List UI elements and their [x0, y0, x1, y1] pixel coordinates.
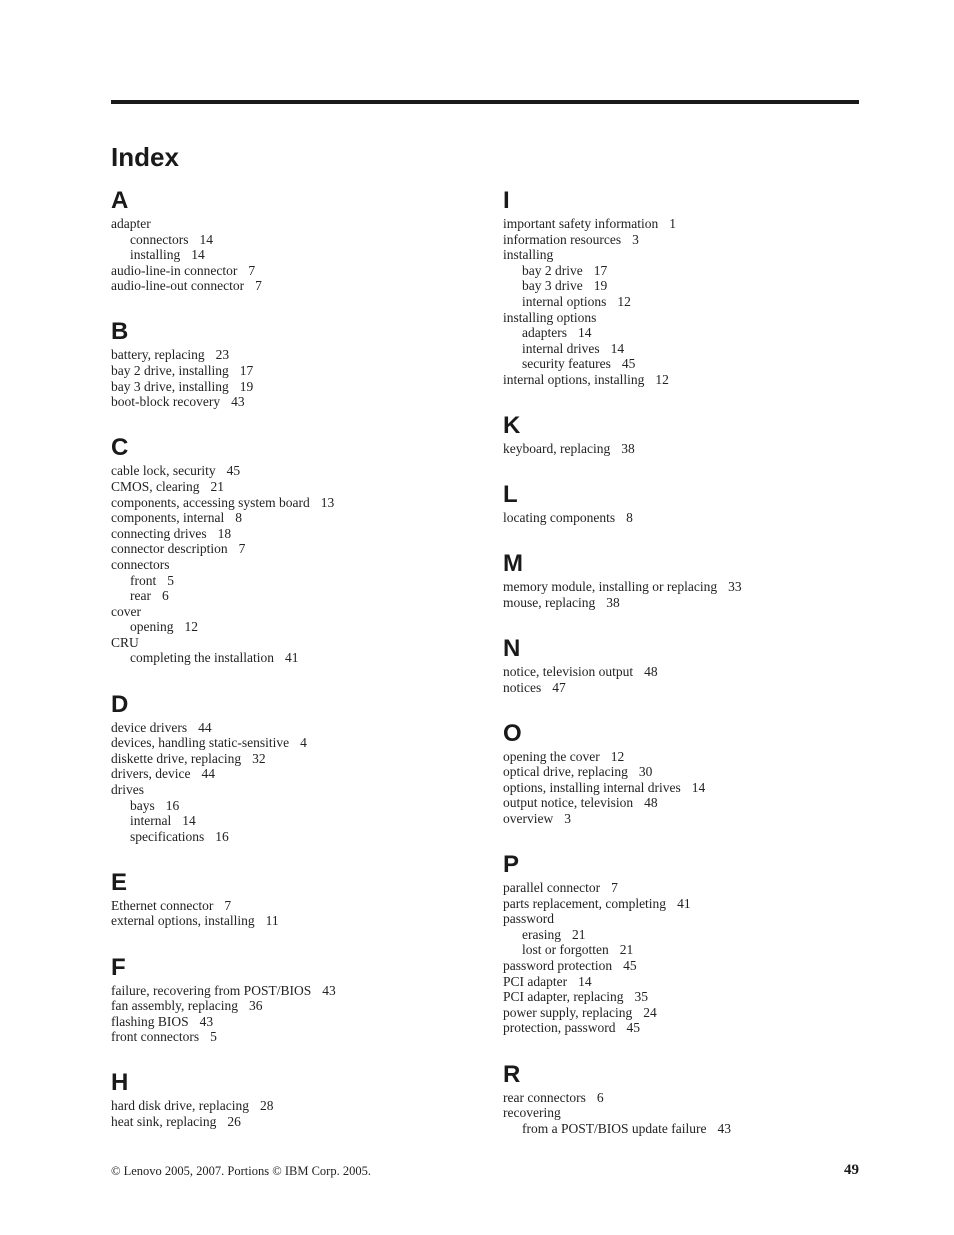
- entry-term: drivers, device: [111, 766, 191, 782]
- index-subentry: [111, 232, 471, 248]
- index-subentry: [111, 813, 471, 829]
- index-entry: [503, 780, 863, 796]
- index-subentry: [111, 573, 471, 589]
- index-entry: [503, 232, 863, 248]
- entry-term: opening the cover: [503, 748, 600, 764]
- index-entry: [503, 764, 863, 780]
- index-entry: [503, 372, 863, 388]
- index-entry: [111, 557, 471, 573]
- entry-term: locating components: [503, 510, 616, 526]
- entry-term: completing the installation: [130, 650, 274, 666]
- section-letter: F: [111, 953, 126, 981]
- index-entry: [111, 1098, 471, 1114]
- index-entry: [503, 310, 863, 326]
- entry-page-ref: 7: [224, 897, 232, 913]
- section-letter: B: [111, 318, 129, 346]
- entry-page-ref: 13: [320, 494, 335, 510]
- entry-page-ref: 28: [259, 1098, 274, 1114]
- entry-page-ref: 3: [632, 231, 639, 247]
- index-subentry: [111, 650, 471, 666]
- index-entry: [111, 541, 471, 557]
- entry-term: Ethernet connector: [111, 897, 214, 913]
- entry-term: boot-block recovery: [111, 394, 221, 410]
- index-entry: [503, 595, 863, 611]
- index-subentry: [503, 942, 863, 958]
- entry-term: hard disk drive, replacing: [111, 1098, 249, 1114]
- index-entry: [503, 795, 863, 811]
- entry-page-ref: 16: [165, 797, 180, 813]
- index-entry: [111, 278, 471, 294]
- entry-term: opening: [130, 619, 174, 635]
- entry-page-ref: 38: [606, 594, 620, 610]
- entry-page-ref: 21: [210, 478, 224, 494]
- section-letter: H: [111, 1069, 129, 1097]
- entry-term: connectors: [111, 556, 170, 572]
- index-section: [111, 1068, 471, 1129]
- entry-term: options, installing internal drives: [503, 779, 681, 795]
- entry-page-ref: 8: [626, 510, 633, 526]
- entry-page-ref: 14: [199, 231, 213, 247]
- section-entries: [111, 720, 471, 845]
- entry-page-ref: 21: [619, 942, 634, 958]
- index-subentry: [503, 356, 863, 372]
- entry-page-ref: 7: [611, 880, 618, 896]
- index-entry: [503, 896, 863, 912]
- entry-term: front: [130, 572, 157, 588]
- entry-term: recovering: [503, 1105, 561, 1121]
- index-subentry: [503, 263, 863, 279]
- section-letter: K: [503, 412, 521, 440]
- entry-page-ref: 14: [191, 247, 205, 263]
- entry-term: from a POST/BIOS update failure: [522, 1120, 707, 1136]
- entry-term: password protection: [503, 958, 613, 974]
- entry-page-ref: 43: [231, 394, 245, 410]
- entry-page-ref: 48: [644, 795, 658, 811]
- entry-term: erasing: [522, 926, 561, 942]
- entry-term: bay 3 drive: [522, 278, 583, 294]
- entry-term: output notice, television: [503, 795, 634, 811]
- index-subentry: [503, 927, 863, 943]
- entry-term: bay 2 drive, installing: [111, 363, 229, 379]
- index-entry: [503, 680, 863, 696]
- entry-term: security features: [522, 356, 611, 372]
- section-letter: L: [503, 481, 518, 509]
- entry-term: drives: [111, 781, 144, 797]
- index-column-right: [503, 186, 863, 1136]
- entry-page-ref: 5: [210, 1029, 217, 1045]
- entry-term: installing options: [503, 309, 597, 325]
- entry-term: CMOS, clearing: [111, 478, 200, 494]
- index-entry: [111, 735, 471, 751]
- entry-term: notices: [503, 679, 542, 695]
- copyright-footer: © Lenovo 2005, 2007. Portions © IBM Corp. 2005.: [111, 1164, 371, 1178]
- entry-term: optical drive, replacing: [503, 764, 628, 780]
- entry-term: audio-line-in connector: [111, 262, 238, 278]
- entry-page-ref: 7: [238, 541, 246, 557]
- page-number: 49: [844, 1162, 859, 1178]
- entry-term: mouse, replacing: [503, 594, 596, 610]
- entry-term: overview: [503, 810, 554, 826]
- entry-term: front connectors: [111, 1029, 200, 1045]
- index-section: [503, 549, 863, 610]
- index-entry: [111, 347, 471, 363]
- index-entry: [111, 394, 471, 410]
- entry-term: installing: [503, 247, 554, 263]
- entry-term: adapter: [111, 216, 151, 231]
- entry-term: internal: [130, 813, 172, 829]
- entry-page-ref: 45: [626, 1020, 640, 1036]
- entry-term: connectors: [130, 231, 189, 247]
- index-section: [111, 186, 471, 294]
- section-entries: [503, 1090, 863, 1137]
- index-section: [503, 1060, 863, 1137]
- index-entry: [111, 720, 471, 736]
- entry-page-ref: 21: [571, 926, 586, 942]
- section-letter: A: [111, 187, 129, 214]
- index-entry: [111, 495, 471, 511]
- entry-page-ref: 44: [201, 766, 215, 782]
- index-subentry: [111, 829, 471, 845]
- index-entry: [503, 911, 863, 927]
- header-rule: [111, 100, 859, 104]
- index-entry: [503, 216, 863, 232]
- entry-page-ref: 18: [217, 525, 232, 541]
- entry-page-ref: 4: [300, 735, 307, 751]
- entry-term: cover: [111, 603, 141, 619]
- index-entry: [111, 1014, 471, 1030]
- index-entry: [111, 635, 471, 651]
- index-entry: [111, 751, 471, 767]
- section-entries: [503, 510, 863, 526]
- index-column-left: [111, 186, 471, 1130]
- index-entry: [111, 463, 471, 479]
- entry-page-ref: 36: [248, 998, 263, 1014]
- entry-term: rear connectors: [503, 1089, 586, 1105]
- index-entry: [503, 579, 863, 595]
- entry-term: power supply, replacing: [503, 1004, 633, 1020]
- entry-term: adapters: [522, 325, 567, 341]
- section-entries: [111, 898, 471, 929]
- index-entry: [111, 913, 471, 929]
- index-entry: [111, 1029, 471, 1045]
- section-entries: [503, 664, 863, 695]
- index-section: [503, 186, 863, 388]
- index-entry: [111, 379, 471, 395]
- entry-term: diskette drive, replacing: [111, 750, 242, 766]
- section-letter: O: [503, 719, 522, 747]
- index-subentry: [503, 341, 863, 357]
- section-entries: [111, 463, 471, 666]
- entry-page-ref: 44: [198, 719, 212, 735]
- entry-page-ref: 17: [593, 262, 608, 278]
- entry-term: notice, television output: [503, 663, 634, 679]
- index-entry: [111, 766, 471, 782]
- entry-page-ref: 38: [621, 441, 635, 457]
- index-section: [503, 719, 863, 827]
- section-letter: D: [111, 690, 129, 718]
- index-subentry: [111, 247, 471, 263]
- index-entry: [111, 898, 471, 914]
- index-subentry: [503, 1121, 863, 1137]
- entry-term: internal options, installing: [503, 371, 645, 387]
- entry-page-ref: 11: [265, 913, 279, 929]
- entry-term: keyboard, replacing: [503, 441, 611, 457]
- entry-page-ref: 47: [552, 679, 566, 695]
- index-section: [111, 433, 471, 666]
- entry-page-ref: 45: [621, 356, 636, 372]
- entry-page-ref: 43: [717, 1120, 731, 1136]
- entry-term: rear: [130, 588, 151, 604]
- index-subentry: [503, 325, 863, 341]
- entry-page-ref: 12: [655, 371, 669, 387]
- section-entries: [111, 1098, 471, 1129]
- entry-page-ref: 5: [167, 572, 174, 588]
- entry-page-ref: 12: [610, 748, 625, 764]
- entry-term: parts replacement, completing: [503, 895, 667, 911]
- entry-page-ref: 12: [617, 293, 631, 309]
- entry-page-ref: 14: [182, 813, 196, 829]
- entry-term: external options, installing: [111, 913, 255, 929]
- section-letter: P: [503, 851, 520, 879]
- index-entry: [111, 263, 471, 279]
- index-section: [503, 850, 863, 1036]
- index-entry: [111, 998, 471, 1014]
- entry-page-ref: 41: [677, 895, 691, 911]
- entry-page-ref: 14: [577, 325, 592, 341]
- entry-page-ref: 7: [255, 278, 262, 294]
- section-entries: [503, 216, 863, 388]
- section-entries: [503, 880, 863, 1036]
- entry-term: heat sink, replacing: [111, 1113, 217, 1129]
- index-entry: [503, 989, 863, 1005]
- entry-term: failure, recovering from POST/BIOS: [111, 982, 312, 998]
- index-entry: [111, 526, 471, 542]
- index-section: [503, 480, 863, 526]
- entry-page-ref: 41: [284, 650, 299, 666]
- index-subentry: [111, 588, 471, 604]
- index-entry: [111, 479, 471, 495]
- entry-term: lost or forgotten: [522, 942, 609, 958]
- section-entries: [111, 347, 471, 409]
- entry-page-ref: 19: [593, 278, 608, 294]
- entry-page-ref: 3: [564, 810, 571, 826]
- entry-term: PCI adapter, replacing: [503, 989, 624, 1005]
- index-entry: [503, 1020, 863, 1036]
- entry-term: connector description: [111, 541, 228, 557]
- entry-page-ref: 17: [239, 363, 254, 379]
- entry-page-ref: 48: [644, 663, 658, 679]
- entry-term: device drivers: [111, 719, 188, 735]
- section-entries: [503, 441, 863, 457]
- index-subentry: [111, 619, 471, 635]
- entry-term: memory module, installing or replacing: [503, 579, 718, 595]
- index-entry: [111, 604, 471, 620]
- entry-term: information resources: [503, 231, 622, 247]
- entry-term: connecting drives: [111, 525, 207, 541]
- entry-term: bay 3 drive, installing: [111, 378, 229, 394]
- index-section: [503, 634, 863, 695]
- index-entry: [503, 441, 863, 457]
- index-subentry: [503, 278, 863, 294]
- section-letter: I: [503, 187, 510, 214]
- section-entries: [111, 216, 471, 294]
- index-entry: [503, 1105, 863, 1121]
- entry-page-ref: 14: [610, 340, 625, 356]
- entry-page-ref: 43: [199, 1013, 214, 1029]
- entry-page-ref: 32: [252, 750, 266, 766]
- index-entry: [111, 216, 471, 232]
- entry-term: fan assembly, replacing: [111, 998, 238, 1014]
- section-letter: M: [503, 550, 523, 578]
- entry-page-ref: 7: [248, 262, 256, 278]
- section-letter: E: [111, 868, 128, 896]
- index-entry: [503, 974, 863, 990]
- entry-term: flashing BIOS: [111, 1013, 189, 1029]
- page-title: Index: [111, 142, 179, 172]
- index-section: [111, 317, 471, 409]
- index-entry: [111, 983, 471, 999]
- entry-page-ref: 16: [215, 828, 229, 844]
- index-entry: [111, 1114, 471, 1130]
- entry-term: password: [503, 911, 554, 927]
- entry-page-ref: 6: [161, 588, 169, 604]
- index-entry: [503, 664, 863, 680]
- entry-page-ref: 30: [638, 764, 653, 780]
- index-entry: [503, 749, 863, 765]
- index-section: [111, 953, 471, 1045]
- index-entry: [503, 958, 863, 974]
- entry-term: components, internal: [111, 510, 225, 526]
- entry-page-ref: 45: [226, 463, 241, 479]
- entry-term: CRU: [111, 634, 139, 650]
- entry-page-ref: 1: [669, 216, 676, 231]
- entry-term: cable lock, security: [111, 463, 216, 479]
- index-entry: [503, 247, 863, 263]
- entry-page-ref: 12: [184, 619, 198, 635]
- entry-term: bays: [130, 797, 155, 813]
- entry-term: installing: [130, 247, 181, 263]
- entry-page-ref: 19: [239, 378, 254, 394]
- section-entries: [503, 749, 863, 827]
- index-entry: [111, 363, 471, 379]
- entry-page-ref: 8: [235, 510, 242, 526]
- entry-page-ref: 33: [728, 579, 742, 595]
- entry-term: audio-line-out connector: [111, 278, 245, 294]
- entry-page-ref: 14: [578, 973, 592, 989]
- entry-term: internal drives: [522, 340, 600, 356]
- entry-page-ref: 43: [322, 982, 336, 998]
- index-section: [503, 411, 863, 457]
- entry-page-ref: 35: [634, 989, 649, 1005]
- section-entries: [503, 579, 863, 610]
- entry-page-ref: 23: [215, 347, 230, 363]
- entry-term: protection, password: [503, 1020, 616, 1036]
- entry-page-ref: 45: [623, 958, 637, 974]
- index-subentry: [111, 798, 471, 814]
- section-letter: C: [111, 434, 129, 462]
- entry-term: bay 2 drive: [522, 262, 583, 278]
- entry-page-ref: 14: [691, 779, 706, 795]
- entry-term: internal options: [522, 293, 607, 309]
- entry-term: devices, handling static-sensitive: [111, 735, 290, 751]
- entry-term: important safety information: [503, 216, 659, 231]
- index-section: [111, 690, 471, 845]
- section-letter: R: [503, 1060, 521, 1088]
- section-entries: [111, 983, 471, 1045]
- index-entry: [503, 880, 863, 896]
- entry-term: specifications: [130, 828, 205, 844]
- index-subentry: [503, 294, 863, 310]
- entry-page-ref: 6: [596, 1089, 604, 1105]
- entry-page-ref: 24: [643, 1004, 657, 1020]
- index-entry: [503, 510, 863, 526]
- index-entry: [503, 1005, 863, 1021]
- entry-term: parallel connector: [503, 880, 601, 896]
- entry-term: battery, replacing: [111, 347, 205, 363]
- index-entry: [503, 1090, 863, 1106]
- entry-term: PCI adapter: [503, 973, 568, 989]
- entry-page-ref: 26: [227, 1113, 241, 1129]
- index-section: [111, 868, 471, 929]
- entry-term: components, accessing system board: [111, 494, 310, 510]
- section-letter: N: [503, 634, 521, 662]
- index-entry: [111, 782, 471, 798]
- index-entry: [111, 510, 471, 526]
- index-entry: [503, 811, 863, 827]
